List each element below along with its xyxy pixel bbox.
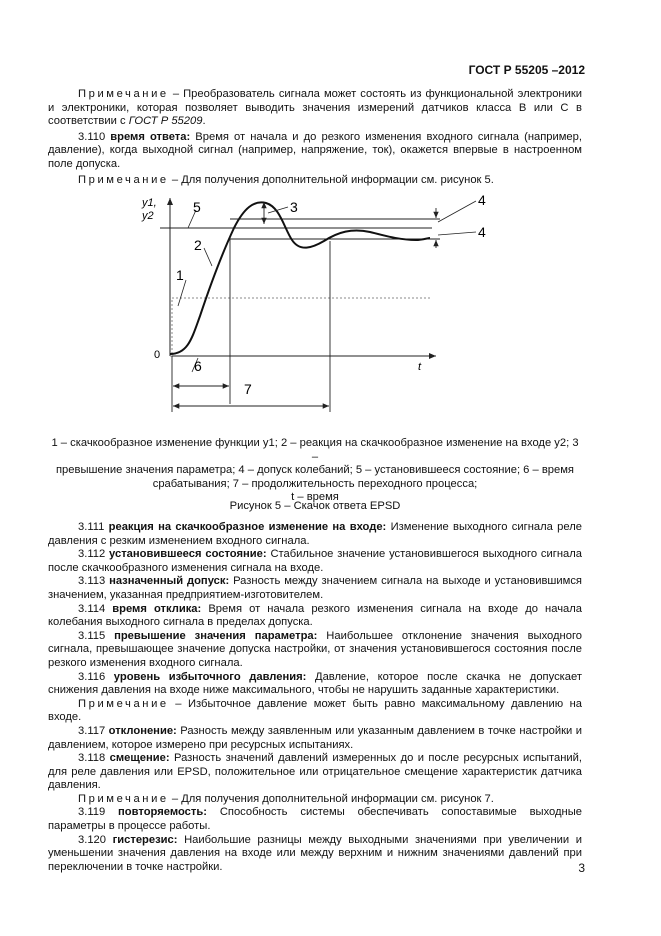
def-text: Время от начала резкого изменения сигнала на входе до начала колебания выходного сигнала в пределах допуска. — [48, 602, 582, 629]
figure-caption: Рисунок 5 – Скачок ответа EPSD — [229, 500, 401, 512]
definition-3-110 — [48, 131, 582, 172]
def-number: 3.114 — [78, 602, 113, 615]
marker-1: 1 — [176, 267, 184, 283]
def-term: время отклика: — [112, 602, 202, 615]
def-term: отклонение: — [108, 724, 177, 737]
x-axis-label: t — [418, 361, 422, 373]
top-text-block — [48, 88, 582, 187]
note-word: Примечание — [78, 697, 169, 710]
def-term: установившееся состояние: — [109, 548, 267, 561]
legend-line: t – время — [291, 491, 339, 504]
marker-5: 5 — [193, 199, 201, 215]
document-header: ГОСТ Р 55205 –2012 — [468, 63, 585, 77]
def-number: 3.112 — [78, 548, 110, 561]
definition-3-114 — [48, 603, 582, 630]
def-text: Стабильное значение установившегося выходного сигнала после скачкообразного изменения сигнала на входе. — [48, 548, 583, 574]
y-axis-label-1: y1, — [142, 197, 157, 209]
definition-3-117 — [48, 725, 582, 752]
figure-legend — [48, 437, 582, 505]
note-word: Примечание — [78, 792, 169, 805]
def-term: назначенный допуск: — [109, 575, 230, 588]
def-text: Время от начала и до резкого изменения входного сигнала (например, давление), когда выходной сигнал (например, напряжение, ток), окажется впервые в настроенном поле допуска. — [48, 130, 582, 170]
def-number: 3.115 — [78, 629, 115, 642]
leader-1 — [178, 280, 186, 306]
marker-4-upper: 4 — [478, 192, 486, 208]
legend-line: 1 – скачкообразное изменение функции y1; 2 – реакция на скачкообразное изменение на входе y2; 3 – — [51, 437, 579, 463]
marker-7: 7 — [244, 381, 252, 397]
def-text: Разность значений давлений измеренных до и после ресурсных испытаний, для реле давления или EPSD, положительное или отрицательное смещение характеристик датчика давления. — [48, 752, 582, 792]
def-text: Наибольшее отклонение значения выходного сигнала, превышающее значение допуска настройки, от значения установившегося состояния после резкого изменения входного сигнала. — [48, 629, 583, 669]
def-term: уровень избыточного давления: — [113, 670, 307, 683]
note-text: – Для получения дополнительной информации см. рисунок 7. — [168, 792, 494, 805]
note-overpressure — [48, 698, 582, 725]
legend-line: превышение значения параметра; 4 – допуск колебаний; 5 – установившееся состояние; 6 – время — [56, 464, 574, 477]
note-word: Примечание — [78, 173, 169, 186]
definition-3-120 — [48, 834, 582, 875]
marker-6: 6 — [194, 358, 202, 374]
note-word: Примечание — [78, 88, 169, 100]
figure-step-response — [140, 188, 500, 428]
note-reference: ГОСТ Р 55209 — [128, 115, 203, 128]
def-number: 3.113 — [78, 575, 110, 588]
def-number: 3.120 — [78, 833, 113, 846]
definition-3-113 — [48, 575, 582, 602]
def-number: 3.118 — [78, 752, 110, 765]
definition-3-112 — [48, 548, 582, 575]
definition-3-115 — [48, 630, 582, 671]
def-number: 3.116 — [78, 670, 114, 683]
page-number: 3 — [578, 861, 585, 875]
def-text: Разность между значением сигнала на выходе и установившимся значением, указанная предприятием-изготовителем. — [48, 575, 582, 601]
note-text: – Для получения дополнительной информации см. рисунок 5. — [168, 173, 494, 186]
def-text: Давление, которое после скачка не допускает снижения давления на входе ниже максимального, чтобы не нарушить заданные характеристики. — [48, 670, 583, 697]
step-function-line — [170, 298, 430, 356]
def-term: повторяемость: — [118, 806, 207, 819]
y-axis-label-2: y2 — [142, 210, 154, 222]
def-number: 3.110 — [78, 130, 111, 143]
definition-3-118 — [48, 752, 582, 793]
def-term: гистерезис: — [112, 833, 178, 846]
leader-4-lower — [438, 232, 476, 235]
def-number: 3.119 — [78, 806, 119, 819]
def-text: Разность между заявленным или указанным давлением в точке настройки и давлением, которое измерено при ресурсных испытаниях. — [48, 724, 582, 751]
definitions-block — [48, 521, 582, 874]
def-number: 3.117 — [78, 724, 109, 737]
definition-3-111 — [48, 521, 582, 548]
leader-4-upper — [438, 201, 476, 222]
note-figure-5 — [48, 174, 582, 188]
response-curve — [170, 202, 430, 354]
marker-4-lower: 4 — [478, 224, 486, 240]
def-term: смещение: — [109, 752, 170, 765]
def-term: превышение значения параметра: — [114, 629, 318, 642]
legend-line: срабатывания; 7 – продолжительность переходного процесса; — [152, 477, 478, 490]
note-text: – Преобразователь сигнала может состоять из функциональной электроники и электроники, которая позволяет выводить значения измерений датчиков класса В или С в соответствии с — [48, 88, 582, 128]
def-number: 3.111 — [78, 521, 109, 533]
definition-3-116 — [48, 671, 582, 698]
def-text: Изменение выходного сигнала реле давления с резким изменением входного сигнала. — [48, 521, 582, 547]
note-text: – Избыточное давление может быть равно максимальному давлению на входе. — [48, 697, 582, 724]
origin-label: 0 — [154, 349, 161, 361]
note-figure-7 — [48, 793, 582, 807]
def-text: Наибольшие разницы между выходными значениями при увеличении и уменьшении значения давления на входе или между верхним и нижним значениями давлений при переключении в точке настройки. — [48, 833, 582, 873]
marker-3: 3 — [290, 199, 298, 215]
def-text: Способность системы обеспечивать сопоставимые выходные параметры в процессе работы. — [48, 806, 582, 833]
marker-2: 2 — [194, 237, 202, 253]
def-term: время ответа: — [110, 130, 191, 143]
note-converter — [48, 88, 582, 129]
definition-3-119 — [48, 806, 582, 833]
note-end: . — [202, 115, 206, 128]
leader-2 — [204, 248, 212, 266]
def-term: реакция на скачкообразное изменение на входе: — [108, 521, 387, 533]
